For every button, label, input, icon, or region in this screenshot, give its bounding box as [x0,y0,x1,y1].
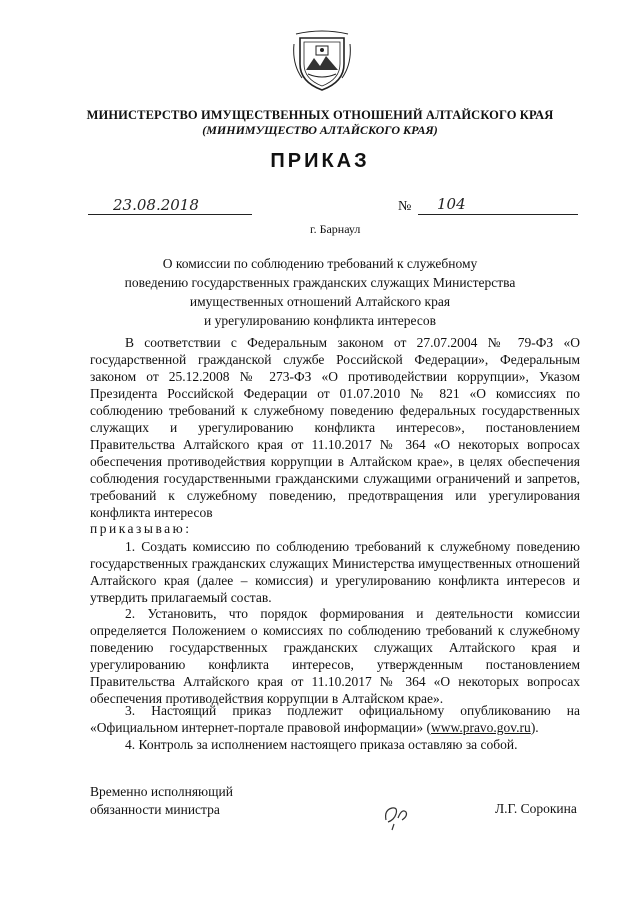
order-item-4: 4. Контроль за исполнением настоящего приказа оставляю за собой. [125,737,518,752]
subject-line-3: имущественных отношений Алтайского края [189,294,451,309]
number-sign: № [398,199,412,214]
order-item-3-end: ). [530,720,539,735]
order-item-3 [90,702,580,736]
number-underline [418,214,578,215]
order-item-1: 1. Создать комиссию по соблюдению требований к служебному поведению государственных гражданских служащих Министерства имущественных отношений Алтайского края (далее – комиссия) и урегулированию конфликта интересов и утвердить прилагаемый состав. [90,539,580,605]
position-line-1: Временно исполняющий [90,784,233,799]
city: г. Барнаул [310,222,361,236]
date-underline [88,214,252,215]
ministry-name: МИНИСТЕРСТВО ИМУЩЕСТВЕННЫХ ОТНОШЕНИЙ АЛТАЙСКОГО КРАЯ [86,108,554,122]
position-line-2: обязанности министра [90,802,220,817]
subject-line-4: и урегулированию конфликта интересов [204,313,436,328]
ministry-short-name: (МИНИМУЩЕСТВО АЛТАЙСКОГО КРАЯ) [202,123,438,137]
subject-line-2: поведению государственных гражданских служащих Министерства [124,275,516,290]
coat-of-arms-icon [292,30,352,92]
document-title: ПРИКАЗ [270,150,370,172]
signature-mark-icon [380,800,414,832]
signatory-name: Л.Г. Сорокина [495,801,577,816]
pravo-portal-link[interactable]: www.pravo.gov.ru [430,720,531,735]
preamble-paragraph: В соответствии с Федеральным законом от 27.07.2004 № 79-ФЗ «О государственной гражданской службе Российской Федерации», Федеральным законом от 25.12.2008 № 273-ФЗ «О противодействии коррупции», Указом Президента Российской Федерации от 01.07.2010 № 821 «О комиссиях по соблюдению требований к служебному поведению федеральных государственных служащих и урегулированию конфликта интересов», постановлением Правительства Алтайского края от 11.10.2017 № 364 «О некоторых вопросах обеспечения противодействия коррупции в Алтайском крае», в целях обеспечения соблюдения государственными гражданскими служащими ограничений и запретов, требований к служебному поведению, предотвращения или урегулирования конфликта интересов [90,335,580,520]
order-word: приказываю: [90,521,192,536]
order-item-2: 2. Установить, что порядок формирования и деятельности комиссии определяется Положением о комиссиях по соблюдению требований к служебному поведению государственных гражданских служащих Алтайского края и урегулированию конфликта интересов, утвержденным постановлением Правительства Алтайского края от 11.10.2017 № 364 «О некоторых вопросах обеспечения противодействия коррупции в Алтайском крае». [90,606,580,706]
subject-line-1: О комиссии по соблюдению требований к служебному [162,256,478,271]
handwritten-number: 104 [437,195,466,213]
signatory-position [90,783,233,819]
handwritten-date: 23.08.2018 [113,196,199,214]
order-item-3-text: 3. Настоящий приказ подлежит официальному опубликованию на «Официальном интернет-портале правовой информации» ( [90,703,580,735]
